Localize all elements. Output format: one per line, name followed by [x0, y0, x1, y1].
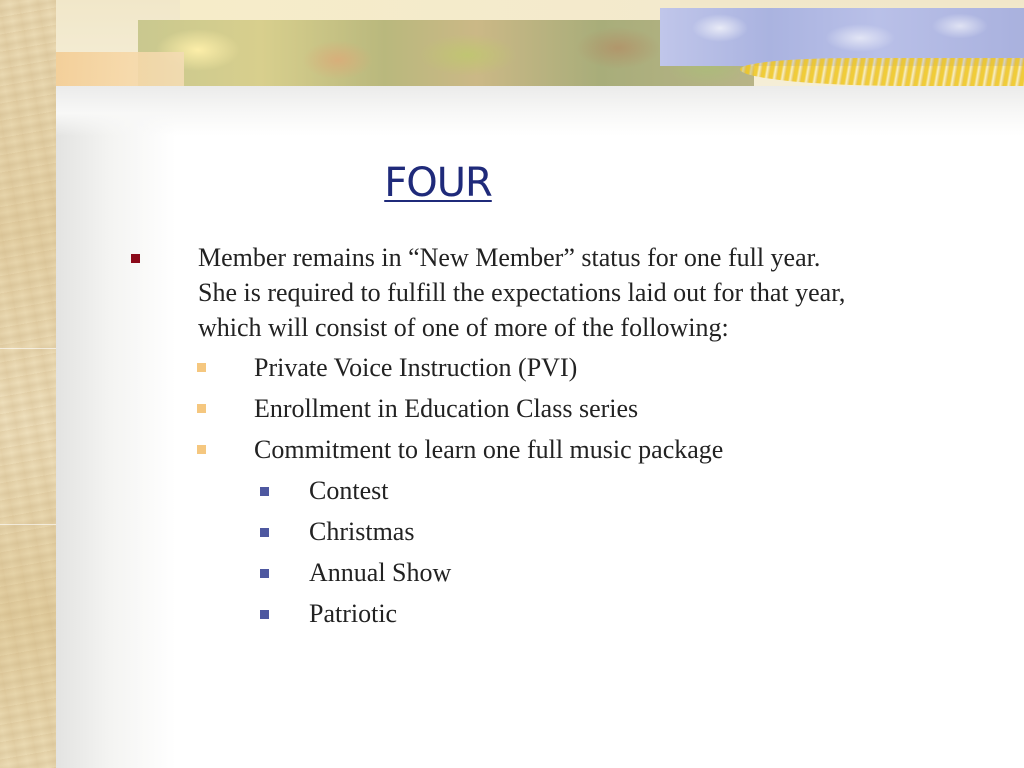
banner-pale-strip	[180, 0, 680, 22]
strip-seam	[0, 524, 56, 525]
bullet-level2-icon	[197, 363, 206, 372]
bullet-level3-icon	[260, 610, 269, 619]
bullet-level3-icon	[260, 528, 269, 537]
bullet-level1-icon	[131, 254, 140, 263]
parchment-side-strip	[0, 0, 56, 768]
banner-orange-block	[34, 52, 184, 86]
bullet-level3-icon	[260, 569, 269, 578]
sub-sub-item: Annual Show	[309, 558, 452, 587]
sub-sub-item: Patriotic	[309, 599, 398, 628]
header-shadow	[56, 86, 1024, 136]
sub-sub-item: Contest	[309, 476, 389, 505]
strip-seam	[0, 348, 56, 349]
bullet-level2-icon	[197, 404, 206, 413]
main-bullet-line: Member remains in “New Member” status for one full year.	[198, 243, 821, 272]
bullet-level2-icon	[197, 445, 206, 454]
main-bullet-line: She is required to fulfill the expectations laid out for that year,	[198, 278, 846, 307]
bullet-level3-icon	[260, 487, 269, 496]
sub-item: Commitment to learn one full music package	[254, 435, 724, 464]
sub-sub-item: Christmas	[309, 517, 415, 546]
main-bullet-line: which will consist of one of more of the following:	[198, 313, 729, 342]
sub-item: Private Voice Instruction (PVI)	[254, 353, 578, 382]
sub-item: Enrollment in Education Class series	[254, 394, 639, 423]
slide-title: FOUR	[384, 160, 492, 206]
